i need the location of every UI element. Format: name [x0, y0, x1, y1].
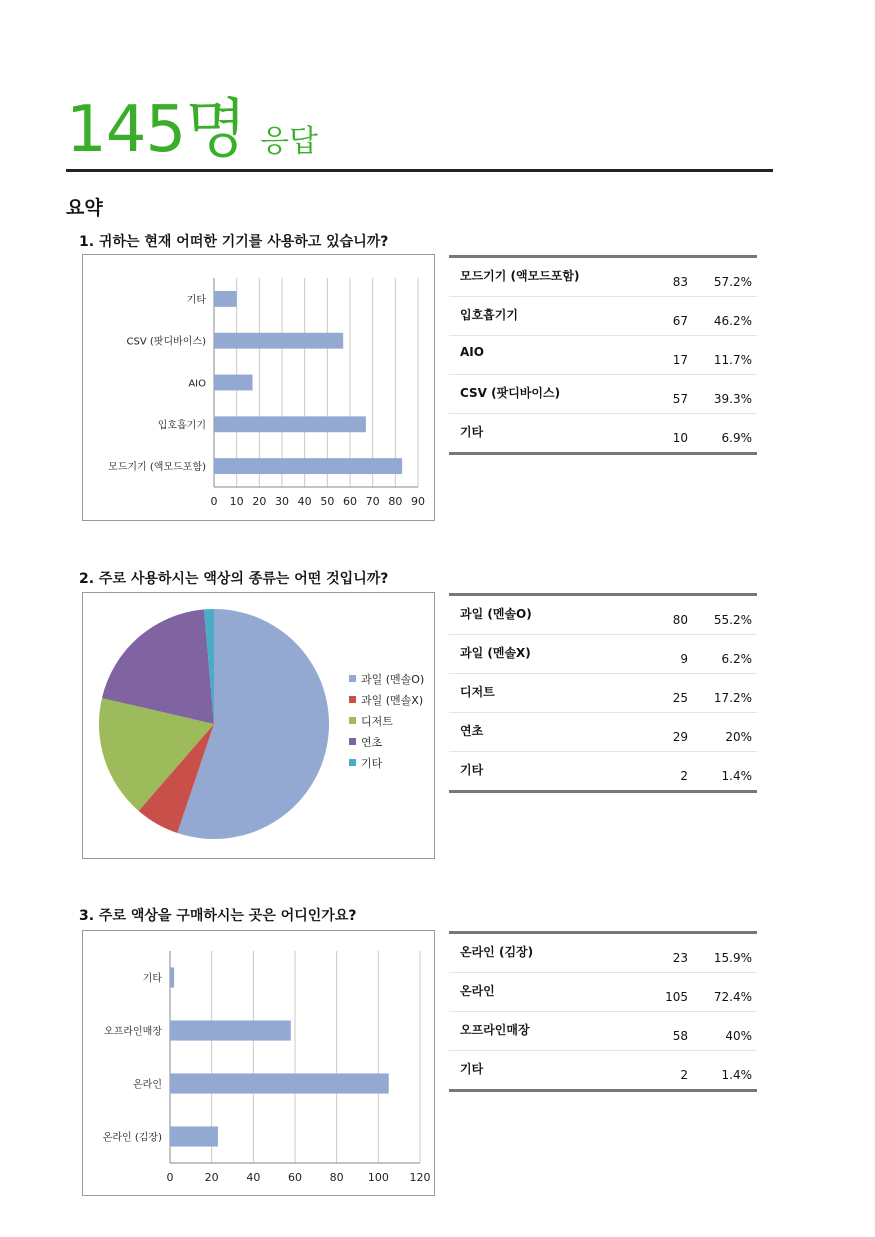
question-1-title: 1. 귀하는 현재 어떠한 기기를 사용하고 있습니까?	[79, 234, 389, 250]
x-tick-label: 60	[288, 1171, 302, 1184]
stats-percent: 20%	[725, 730, 752, 744]
stats-label: 기타	[460, 763, 484, 777]
legend-swatch	[349, 738, 356, 745]
stats-label: 기타	[460, 1062, 484, 1076]
stats-label: 과일 (멘솔X)	[460, 646, 531, 660]
bar	[170, 1073, 389, 1093]
y-tick-label: 기타	[186, 294, 206, 306]
stats-percent: 17.2%	[713, 691, 752, 705]
x-tick-label: 30	[275, 495, 289, 508]
header-divider	[66, 169, 773, 172]
stats-percent: 1.4%	[721, 1068, 752, 1082]
stats-count: 57	[672, 392, 688, 406]
stats-row	[449, 297, 757, 336]
y-tick-label: 온라인	[133, 1079, 162, 1091]
stats-percent: 15.9%	[713, 951, 752, 965]
stats-row	[449, 258, 757, 297]
y-tick-label: AIO	[188, 378, 206, 390]
stats-percent: 11.7%	[713, 353, 752, 367]
x-tick-label: 40	[246, 1171, 261, 1184]
summary-title: 요약	[66, 197, 103, 219]
y-tick-label: CSV (팟디바이스)	[126, 336, 206, 348]
x-tick-label: 60	[343, 495, 357, 508]
question-3-title: 3. 주로 액상을 구매하시는 곳은 어디인가요?	[79, 908, 357, 924]
x-tick-label: 80	[329, 1171, 344, 1184]
bar	[214, 291, 237, 307]
stats-label: 과일 (멘솔O)	[460, 607, 532, 621]
question-2-title: 2. 주로 사용하시는 액상의 종류는 어떤 것입니까?	[79, 571, 389, 587]
stats-row	[449, 674, 757, 713]
x-tick-label: 20	[204, 1171, 219, 1184]
stats-label: CSV (팟디바이스)	[460, 386, 561, 400]
stats-count: 10	[672, 431, 688, 445]
stats-label: 온라인	[460, 984, 495, 998]
x-tick-label: 90	[411, 495, 425, 508]
stats-row	[449, 1051, 757, 1089]
stats-label: 디저트	[460, 685, 495, 699]
question-3-chart	[82, 930, 435, 1196]
x-tick-label: 50	[320, 495, 335, 508]
question-1-bar-chart	[83, 255, 434, 520]
stats-label: AIO	[460, 345, 484, 359]
y-tick-label: 입호흡기기	[157, 420, 206, 432]
stats-percent: 72.4%	[713, 990, 752, 1004]
legend-swatch	[349, 717, 356, 724]
stats-label: 오프라인매장	[460, 1023, 530, 1037]
bar	[170, 1020, 291, 1040]
stats-label: 모드기기 (액모드포함)	[460, 269, 580, 283]
stats-row	[449, 752, 757, 790]
stats-count: 25	[672, 691, 688, 705]
legend-label: 기타	[361, 757, 383, 770]
question-3-stats-table	[449, 931, 757, 1092]
legend-swatch	[349, 696, 356, 703]
legend-label: 연초	[361, 736, 383, 749]
legend-label: 과일 (멘솔O)	[361, 673, 425, 686]
stats-percent: 40%	[725, 1029, 752, 1043]
stats-percent: 57.2%	[713, 275, 752, 289]
stats-count: 23	[672, 951, 688, 965]
x-tick-label: 10	[229, 495, 244, 508]
stats-percent: 46.2%	[713, 314, 752, 328]
stats-row	[449, 336, 757, 375]
stats-percent: 1.4%	[721, 769, 752, 783]
question-2-stats-table	[449, 593, 757, 793]
stats-label: 기타	[460, 425, 484, 439]
stats-label: 연초	[460, 724, 484, 738]
question-3-bar-chart	[83, 931, 434, 1195]
response-count-headline	[66, 78, 318, 168]
y-tick-label: 모드기기 (액모드포함)	[108, 462, 206, 474]
x-tick-label: 0	[166, 1171, 174, 1184]
bar	[214, 416, 366, 432]
stats-row	[449, 934, 757, 973]
stats-row	[449, 713, 757, 752]
question-2-chart	[82, 592, 435, 859]
y-tick-label: 온라인 (김장)	[102, 1132, 162, 1144]
question-2-pie-chart	[83, 593, 434, 858]
legend-label: 디저트	[361, 715, 393, 728]
legend-swatch	[349, 759, 356, 766]
x-tick-label: 0	[210, 495, 218, 508]
stats-count: 67	[672, 314, 688, 328]
legend-swatch	[349, 675, 356, 682]
stats-row	[449, 414, 757, 452]
x-tick-label: 120	[409, 1171, 431, 1184]
y-tick-label: 오프라인매장	[104, 1026, 162, 1038]
bar	[214, 458, 402, 474]
x-tick-label: 20	[252, 495, 267, 508]
stats-percent: 6.2%	[721, 652, 752, 666]
x-tick-label: 100	[367, 1171, 389, 1184]
stats-count: 2	[680, 769, 688, 783]
bar	[170, 1126, 218, 1146]
stats-row	[449, 596, 757, 635]
stats-row	[449, 1012, 757, 1051]
stats-row	[449, 635, 757, 674]
stats-count: 9	[680, 652, 688, 666]
stats-row	[449, 973, 757, 1012]
stats-count: 80	[672, 613, 688, 627]
bar	[170, 967, 174, 987]
stats-percent: 6.9%	[721, 431, 752, 445]
stats-count: 58	[672, 1029, 688, 1043]
bar	[214, 333, 343, 349]
y-tick-label: 기타	[142, 973, 162, 985]
stats-percent: 55.2%	[713, 613, 752, 627]
stats-count: 17	[672, 353, 688, 367]
stats-count: 2	[680, 1068, 688, 1082]
bar	[214, 375, 253, 391]
x-tick-label: 70	[365, 495, 380, 508]
stats-label: 입호흡기기	[460, 308, 518, 322]
stats-count: 83	[672, 275, 688, 289]
stats-count: 105	[665, 990, 688, 1004]
stats-row	[449, 375, 757, 414]
x-tick-label: 40	[297, 495, 312, 508]
stats-count: 29	[672, 730, 688, 744]
x-tick-label: 80	[388, 495, 403, 508]
responses-label: 응답	[259, 124, 318, 159]
legend-label: 과일 (멘솔X)	[361, 694, 424, 707]
question-1-chart	[82, 254, 435, 521]
question-1-stats-table	[449, 255, 757, 455]
stats-percent: 39.3%	[713, 392, 752, 406]
stats-label: 온라인 (김장)	[460, 945, 534, 959]
response-count: 145명	[66, 93, 246, 167]
